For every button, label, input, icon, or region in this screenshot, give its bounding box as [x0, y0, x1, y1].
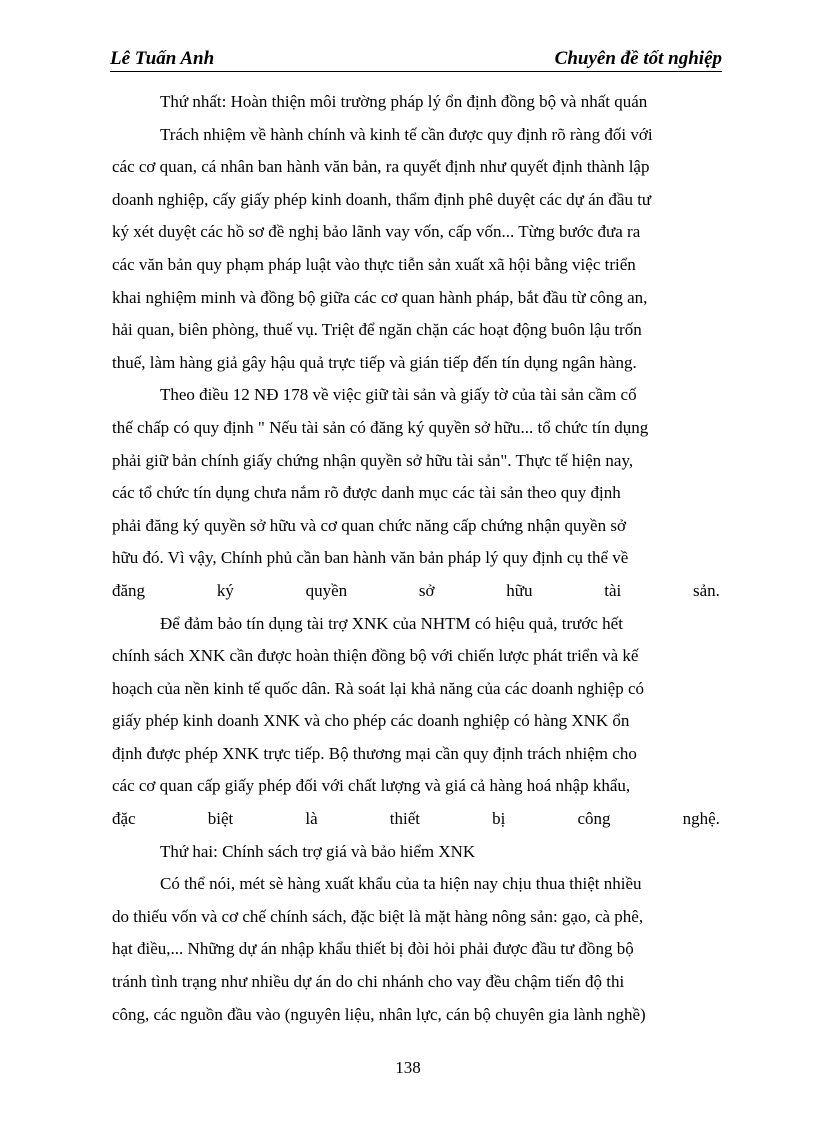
- text-line: hoạch của nền kinh tế quốc dân. Rà soát lại khả năng của các doanh nghiệp có: [112, 678, 644, 698]
- text-line: phải đăng ký quyền sở hữu và cơ quan chức năng cấp chứng nhận quyền sở: [112, 515, 626, 535]
- text-line: hải quan, biên phòng, thuế vụ. Triệt để ngăn chặn các hoạt động buôn lậu trốn: [112, 320, 642, 340]
- justified-line: [112, 575, 720, 608]
- word: sở: [418, 580, 435, 600]
- section-heading-first: Thứ nhất: Hoàn thiện môi trường pháp lý ổn định đồng bộ và nhất quán: [160, 92, 648, 111]
- text-line: khai nghiệm minh và đồng bộ giữa các cơ quan hành pháp, bắt đầu từ công an,: [112, 287, 648, 307]
- text-line: định được phép XNK trực tiếp. Bộ thương mại cần quy định trách nhiệm cho: [112, 743, 637, 763]
- text-line: các văn bản quy phạm pháp luật vào thực tiễn sản xuất xã hội bằng việc triển: [112, 254, 636, 274]
- text-line: thuế, làm hàng giả gây hậu quả trực tiếp và gián tiếp đến tín dụng ngân hàng.: [112, 352, 637, 372]
- word: tài: [604, 580, 622, 600]
- word: hữu: [506, 580, 533, 600]
- text-line: thế chấp có quy định " Nếu tài sản có đăng ký quyền sở hữu... tổ chức tín dụng: [112, 417, 649, 437]
- text-line: chính sách XNK cần được hoàn thiện đồng bộ với chiến lược phát triển và kế: [112, 646, 639, 666]
- text-line: các cơ quan, cá nhân ban hành văn bản, ra quyết định như quyết định thành lập: [112, 157, 650, 177]
- text-line: tránh tình trạng như nhiều dự án do chi nhánh cho vay đều chậm tiến độ thi: [112, 972, 625, 992]
- word: nghệ.: [682, 809, 720, 829]
- text-line: hạt điều,... Những dự án nhập khẩu thiết bị đòi hỏi phải được đầu tư đồng bộ: [112, 939, 634, 959]
- word: đăng: [112, 580, 146, 600]
- section-heading-second: Thứ hai: Chính sách trợ giá và bảo hiểm XNK: [160, 841, 476, 861]
- text-line: do thiếu vốn và cơ chế chính sách, đặc biệt là mặt hàng nông sản: gạo, cà phê,: [112, 906, 644, 926]
- word: công: [577, 809, 611, 829]
- word: biệt: [207, 809, 234, 829]
- word: ký: [216, 580, 234, 600]
- word: bị: [492, 809, 506, 829]
- text-line: giấy phép kinh doanh XNK và cho phép các doanh nghiệp có hàng XNK ổn: [112, 711, 630, 731]
- text-line: hữu đó. Vì vậy, Chính phủ cần ban hành văn bản pháp lý quy định cụ thể về: [112, 548, 629, 568]
- text-line: Theo điều 12 NĐ 178 về việc giữ tài sản và giấy tờ của tài sản cầm cố: [160, 385, 637, 405]
- word: quyền: [305, 580, 348, 600]
- word: sản.: [693, 580, 720, 600]
- page-number: 138: [395, 1058, 421, 1077]
- document-body: [112, 86, 720, 1031]
- text-line: doanh nghiệp, cấy giấy phép kinh doanh, thẩm định phê duyệt các dự án đầu tư: [112, 189, 652, 209]
- justified-line: [112, 803, 720, 836]
- text-line: ký xét duyệt các hồ sơ đề nghị bảo lãnh vay vốn, cấp vốn... Từng bước đưa ra: [112, 222, 641, 242]
- text-line: Có thể nói, mét sè hàng xuất khẩu của ta hiện nay chịu thua thiệt nhiều: [160, 874, 642, 894]
- text-line: Để đảm bảo tín dụng tài trợ XNK của NHTM có hiệu quả, trước hết: [160, 613, 623, 633]
- word: là: [305, 809, 318, 829]
- text-line: các cơ quan cấp giấy phép đối với chất lượng và giá cả hàng hoá nhập khẩu,: [112, 776, 631, 796]
- word: thiết: [389, 809, 420, 829]
- text-line: các tổ chức tín dụng chưa nắm rõ được danh mục các tài sản theo quy định: [112, 483, 621, 503]
- text-line: phải giữ bản chính giấy chứng nhận quyền sở hữu tài sản". Thực tế hiện nay,: [112, 450, 634, 470]
- page-header: [110, 44, 722, 72]
- word: đặc: [112, 809, 136, 829]
- header-title: Chuyên đề tốt nghiệp: [554, 48, 722, 69]
- header-author: Lê Tuấn Anh: [110, 48, 215, 69]
- text-line: Trách nhiệm về hành chính và kinh tế cần được quy định rõ ràng đối với: [160, 124, 653, 144]
- header-divider: [110, 71, 722, 72]
- text-line: công, các nguồn đầu vào (nguyên liệu, nhân lực, cán bộ chuyên gia lành nghề): [112, 1004, 646, 1024]
